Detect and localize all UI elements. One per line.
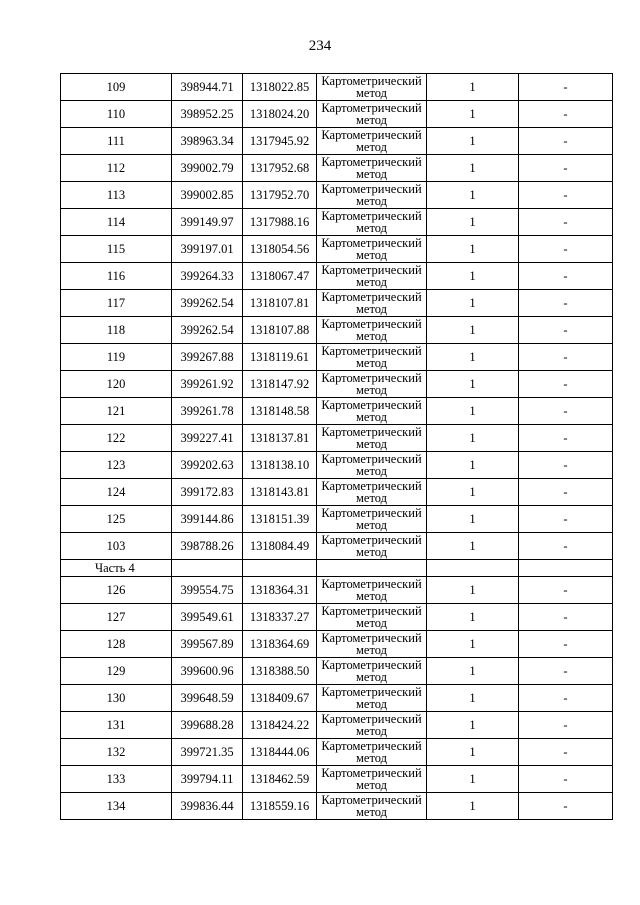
accuracy: 1 [427,766,519,793]
coord-y: 1318137.81 [243,425,317,452]
table-row [61,344,613,371]
note: - [519,766,613,793]
method-line1: Картометрический [321,263,422,277]
method-line1: Картометрический [321,631,422,645]
coord-y: 1318388.50 [243,658,317,685]
method-line1: Картометрический [321,182,422,196]
method-line1: Картометрический [321,128,422,142]
method-line2: метод [355,194,387,208]
note: - [519,344,613,371]
method-line1: Картометрический [321,685,422,699]
accuracy: 1 [427,712,519,739]
point-number: 134 [61,793,172,820]
method-line2: метод [355,643,387,657]
coord-y: 1318559.16 [243,793,317,820]
point-number: 124 [61,479,172,506]
accuracy: 1 [427,739,519,766]
coord-y: 1318364.31 [243,577,317,604]
point-number: 111 [61,128,172,155]
note: - [519,452,613,479]
point-number: 122 [61,425,172,452]
note: - [519,398,613,425]
coord-y: 1318151.39 [243,506,317,533]
method-cell [317,533,427,560]
coord-y: 1317945.92 [243,128,317,155]
accuracy: 1 [427,236,519,263]
coord-x: 398944.71 [172,74,243,101]
point-number: 129 [61,658,172,685]
coord-y: 1317952.68 [243,155,317,182]
method-line1: Картометрический [321,452,422,466]
accuracy: 1 [427,74,519,101]
method-line2: метод [355,140,387,154]
method-line2: метод [355,113,387,127]
point-number: 112 [61,155,172,182]
point-number: 118 [61,317,172,344]
coord-y: 1318337.27 [243,604,317,631]
coord-y: 1318462.59 [243,766,317,793]
table-row [61,506,613,533]
accuracy: 1 [427,425,519,452]
coord-x: 399267.88 [172,344,243,371]
coord-y: 1318067.47 [243,263,317,290]
method-line1: Картометрический [321,344,422,358]
method-line2: метод [355,589,387,603]
method-line2: метод [355,805,387,819]
note: - [519,712,613,739]
method-line2: метод [355,464,387,478]
coord-x: 399262.54 [172,317,243,344]
coord-x: 399600.96 [172,658,243,685]
table-row [61,452,613,479]
note: - [519,479,613,506]
table-row [61,712,613,739]
note: - [519,577,613,604]
table-row [61,766,613,793]
coord-x: 399172.83 [172,479,243,506]
method-line1: Картометрический [321,290,422,304]
method-line1: Картометрический [321,371,422,385]
method-cell [317,371,427,398]
table-body-part-4 [61,577,613,820]
method-cell [317,290,427,317]
table-row [61,577,613,604]
method-line2: метод [355,356,387,370]
coord-x: 399794.11 [172,766,243,793]
method-line2: метод [355,437,387,451]
point-number: 103 [61,533,172,560]
method-cell [317,398,427,425]
note: - [519,739,613,766]
method-line2: метод [355,697,387,711]
method-line1: Картометрический [321,398,422,412]
method-cell [317,712,427,739]
method-cell [317,425,427,452]
method-cell [317,155,427,182]
point-number: 114 [61,209,172,236]
point-number: 115 [61,236,172,263]
method-cell [317,182,427,209]
method-line2: метод [355,751,387,765]
coord-y: 1318022.85 [243,74,317,101]
method-cell [317,685,427,712]
method-line2: метод [355,383,387,397]
coord-x: 399144.86 [172,506,243,533]
table-row [61,425,613,452]
coord-x: 399149.97 [172,209,243,236]
note: - [519,182,613,209]
method-line2: метод [355,248,387,262]
coord-y: 1318424.22 [243,712,317,739]
table-row [61,685,613,712]
point-number: 109 [61,74,172,101]
coord-x: 399262.54 [172,290,243,317]
accuracy: 1 [427,685,519,712]
point-number: 128 [61,631,172,658]
accuracy: 1 [427,793,519,820]
method-line1: Картометрический [321,793,422,807]
note: - [519,209,613,236]
method-line1: Картометрический [321,766,422,780]
point-number: 123 [61,452,172,479]
note: - [519,155,613,182]
method-cell [317,452,427,479]
coord-x: 398963.34 [172,128,243,155]
coord-y: 1318143.81 [243,479,317,506]
accuracy: 1 [427,577,519,604]
method-line1: Картометрический [321,101,422,115]
table-row [61,317,613,344]
accuracy: 1 [427,263,519,290]
note: - [519,263,613,290]
point-number: 130 [61,685,172,712]
method-line2: метод [355,275,387,289]
table-row [61,236,613,263]
coord-x: 399721.35 [172,739,243,766]
accuracy: 1 [427,371,519,398]
table-row [61,371,613,398]
note: - [519,533,613,560]
point-number: 113 [61,182,172,209]
coordinates-table [60,73,613,820]
table-row [61,658,613,685]
method-line1: Картометрический [321,506,422,520]
table-row [61,398,613,425]
coord-x: 399197.01 [172,236,243,263]
accuracy: 1 [427,182,519,209]
coord-x: 399264.33 [172,263,243,290]
part-separator [61,560,613,577]
point-number: 110 [61,101,172,128]
coord-x: 399227.41 [172,425,243,452]
method-line1: Картометрический [321,74,422,88]
coord-x: 399688.28 [172,712,243,739]
part-label: Часть 4 [61,560,172,577]
point-number: 117 [61,290,172,317]
accuracy: 1 [427,155,519,182]
table-row [61,101,613,128]
method-line2: метод [355,302,387,316]
accuracy: 1 [427,506,519,533]
method-line1: Картометрический [321,317,422,331]
method-cell [317,479,427,506]
accuracy: 1 [427,604,519,631]
accuracy: 1 [427,101,519,128]
coord-y: 1318147.92 [243,371,317,398]
accuracy: 1 [427,452,519,479]
coord-y: 1318364.69 [243,631,317,658]
method-cell [317,74,427,101]
table-body-part-3 [61,74,613,560]
note: - [519,658,613,685]
table-row [61,128,613,155]
coord-y: 1318409.67 [243,685,317,712]
method-cell [317,658,427,685]
method-line1: Картометрический [321,236,422,250]
table-row [61,209,613,236]
note: - [519,74,613,101]
empty-cell [317,560,427,577]
method-cell [317,263,427,290]
method-line2: метод [355,518,387,532]
coord-x: 398788.26 [172,533,243,560]
method-line2: метод [355,86,387,100]
note: - [519,685,613,712]
method-cell [317,101,427,128]
part-separator-row [61,560,613,577]
table-row [61,533,613,560]
method-line1: Картометрический [321,658,422,672]
table-row [61,263,613,290]
point-number: 131 [61,712,172,739]
table-row [61,74,613,101]
empty-cell [243,560,317,577]
table-row [61,739,613,766]
table-row [61,604,613,631]
point-number: 132 [61,739,172,766]
method-line1: Картометрический [321,712,422,726]
note: - [519,793,613,820]
note: - [519,317,613,344]
point-number: 119 [61,344,172,371]
point-number: 116 [61,263,172,290]
empty-cell [519,560,613,577]
coord-y: 1318119.61 [243,344,317,371]
method-line1: Картометрический [321,479,422,493]
accuracy: 1 [427,209,519,236]
method-cell [317,317,427,344]
coord-x: 399002.85 [172,182,243,209]
method-line2: метод [355,724,387,738]
coord-x: 399549.61 [172,604,243,631]
method-line1: Картометрический [321,533,422,547]
coord-y: 1318024.20 [243,101,317,128]
table-row [61,793,613,820]
accuracy: 1 [427,317,519,344]
accuracy: 1 [427,128,519,155]
table-row [61,182,613,209]
coord-y: 1318084.49 [243,533,317,560]
method-cell [317,793,427,820]
note: - [519,371,613,398]
point-number: 127 [61,604,172,631]
method-cell [317,236,427,263]
method-line2: метод [355,491,387,505]
accuracy: 1 [427,290,519,317]
page-number: 234 [308,38,332,54]
method-cell [317,128,427,155]
method-line2: метод [355,778,387,792]
coord-x: 399261.92 [172,371,243,398]
method-line2: метод [355,410,387,424]
table-row [61,290,613,317]
method-cell [317,739,427,766]
coord-x: 399202.63 [172,452,243,479]
coord-x: 399567.89 [172,631,243,658]
method-cell [317,577,427,604]
note: - [519,101,613,128]
method-line1: Картометрический [321,209,422,223]
coord-y: 1318148.58 [243,398,317,425]
method-line1: Картометрический [321,425,422,439]
method-line2: метод [355,616,387,630]
accuracy: 1 [427,533,519,560]
coord-x: 399836.44 [172,793,243,820]
coord-x: 399261.78 [172,398,243,425]
coord-y: 1318054.56 [243,236,317,263]
table-row [61,155,613,182]
method-line1: Картометрический [321,577,422,591]
coord-y: 1318107.88 [243,317,317,344]
point-number: 120 [61,371,172,398]
method-line2: метод [355,545,387,559]
coord-y: 1318444.06 [243,739,317,766]
point-number: 133 [61,766,172,793]
method-line1: Картометрический [321,739,422,753]
note: - [519,290,613,317]
note: - [519,236,613,263]
accuracy: 1 [427,479,519,506]
method-cell [317,766,427,793]
coord-y: 1317952.70 [243,182,317,209]
accuracy: 1 [427,398,519,425]
point-number: 125 [61,506,172,533]
coord-x: 399648.59 [172,685,243,712]
method-cell [317,344,427,371]
method-line2: метод [355,167,387,181]
note: - [519,506,613,533]
note: - [519,128,613,155]
accuracy: 1 [427,344,519,371]
method-line2: метод [355,221,387,235]
method-cell [317,604,427,631]
method-line1: Картометрический [321,604,422,618]
note: - [519,631,613,658]
point-number: 126 [61,577,172,604]
note: - [519,425,613,452]
empty-cell [427,560,519,577]
table-row [61,631,613,658]
method-cell [317,506,427,533]
coord-y: 1318138.10 [243,452,317,479]
accuracy: 1 [427,658,519,685]
method-line2: метод [355,329,387,343]
accuracy: 1 [427,631,519,658]
method-cell [317,209,427,236]
coord-x: 398952.25 [172,101,243,128]
coord-y: 1317988.16 [243,209,317,236]
coord-x: 399002.79 [172,155,243,182]
note: - [519,604,613,631]
table-row [61,479,613,506]
method-line2: метод [355,670,387,684]
coord-x: 399554.75 [172,577,243,604]
method-line1: Картометрический [321,155,422,169]
method-cell [317,631,427,658]
point-number: 121 [61,398,172,425]
coord-y: 1318107.81 [243,290,317,317]
empty-cell [172,560,243,577]
